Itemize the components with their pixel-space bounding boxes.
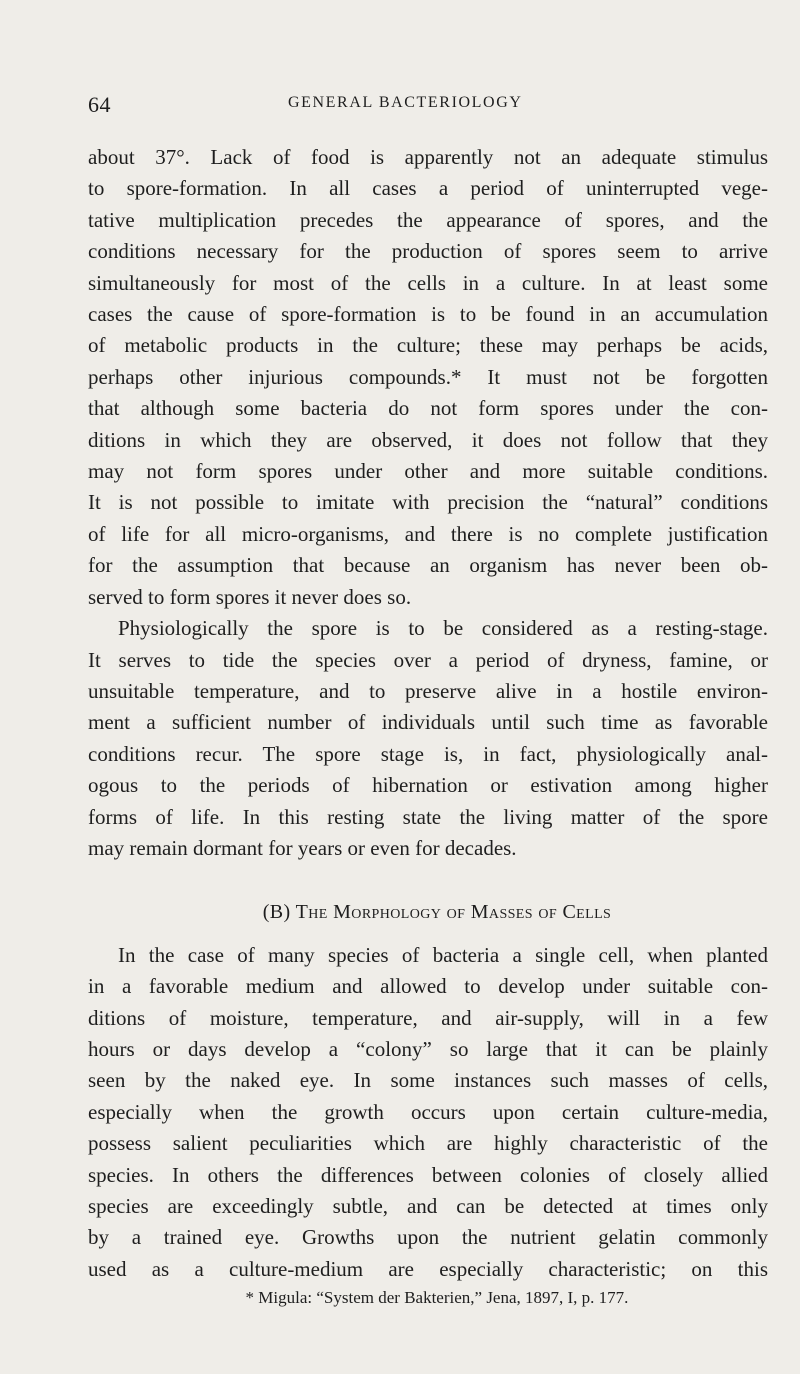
text-line: ditions in which they are observed, it does not follow that they	[88, 427, 768, 452]
paragraph-colonies	[88, 940, 768, 1285]
text-line: especially when the growth occurs upon certain culture-media,	[88, 1099, 768, 1124]
text-line: conditions necessary for the production of spores seem to arrive	[88, 239, 768, 264]
running-head: GENERAL BACTERIOLOGY	[288, 94, 523, 111]
paragraph-resting-stage	[88, 613, 768, 864]
text-line: conditions recur. The spore stage is, in fact, physiologically anal-	[88, 741, 768, 766]
text-line: forms of life. In this resting state the living matter of the spore	[88, 804, 768, 829]
text-line: used as a culture-medium are especially characteristic; on this	[88, 1256, 768, 1281]
text-line: Physiologically the spore is to be considered as a resting-stage.	[118, 616, 768, 641]
text-line: served to form spores it never does so.	[88, 584, 412, 609]
text-line: ment a sufficient number of individuals until such time as favorable	[88, 710, 768, 735]
text-line: It serves to tide the species over a period of dryness, famine, or	[88, 647, 768, 672]
text-line: ditions of moisture, temperature, and air-supply, will in a few	[88, 1005, 768, 1030]
text-line: tative multiplication precedes the appearance of spores, and the	[88, 207, 768, 232]
page-header	[88, 92, 768, 122]
text-line: possess salient peculiarities which are highly characteristic of the	[88, 1131, 768, 1156]
paragraph-spore-formation	[88, 142, 768, 613]
body-text	[88, 142, 768, 1311]
text-line: to spore-formation. In all cases a period of uninterrupted vege-	[88, 176, 768, 201]
text-line: of life for all micro-organisms, and there is no complete justification	[88, 521, 768, 546]
text-line: hours or days develop a “colony” so large that it can be plainly	[88, 1036, 768, 1061]
text-line: about 37°. Lack of food is apparently not an adequate stimulus	[88, 145, 768, 169]
text-line: of metabolic products in the culture; these may perhaps be acids,	[88, 333, 768, 358]
text-line: ogous to the periods of hibernation or estivation among higher	[88, 773, 768, 798]
text-line: cases the cause of spore-formation is to be found in an accumulation	[88, 302, 768, 327]
text-line: simultaneously for most of the cells in a culture. In at least some	[88, 270, 768, 295]
text-line: species are exceedingly subtle, and can be detected at times only	[88, 1194, 768, 1218]
text-line: species. In others the differences between colonies of closely allied	[88, 1162, 768, 1187]
text-line: may not form spores under other and more suitable conditions.	[88, 459, 768, 484]
text-line: unsuitable temperature, and to preserve alive in a hostile environ-	[88, 678, 768, 703]
text-line: perhaps other injurious compounds.* It must not be forgotten	[88, 364, 768, 389]
footnote: * Migula: “System der Bakterien,” Jena, 1897, I, p. 177.	[245, 1288, 629, 1308]
text-line: by a trained eye. Growths upon the nutrient gelatin commonly	[88, 1225, 768, 1250]
text-line: In the case of many species of bacteria a single cell, when planted	[118, 942, 768, 967]
text-line: for the assumption that because an organism has never been ob-	[88, 553, 768, 578]
page-number: 64	[88, 92, 111, 117]
text-line: It is not possible to imitate with precision the “natural” conditions	[88, 490, 768, 515]
text-line: may remain dormant for years or even for decades.	[88, 835, 517, 860]
text-line: that although some bacteria do not form spores under the con-	[88, 396, 768, 421]
text-line: seen by the naked eye. In some instances such masses of cells,	[88, 1068, 768, 1093]
text-line: in a favorable medium and allowed to develop under suitable con-	[88, 974, 768, 999]
section-heading: (B) The Morphology of Masses of Cells	[262, 901, 612, 924]
